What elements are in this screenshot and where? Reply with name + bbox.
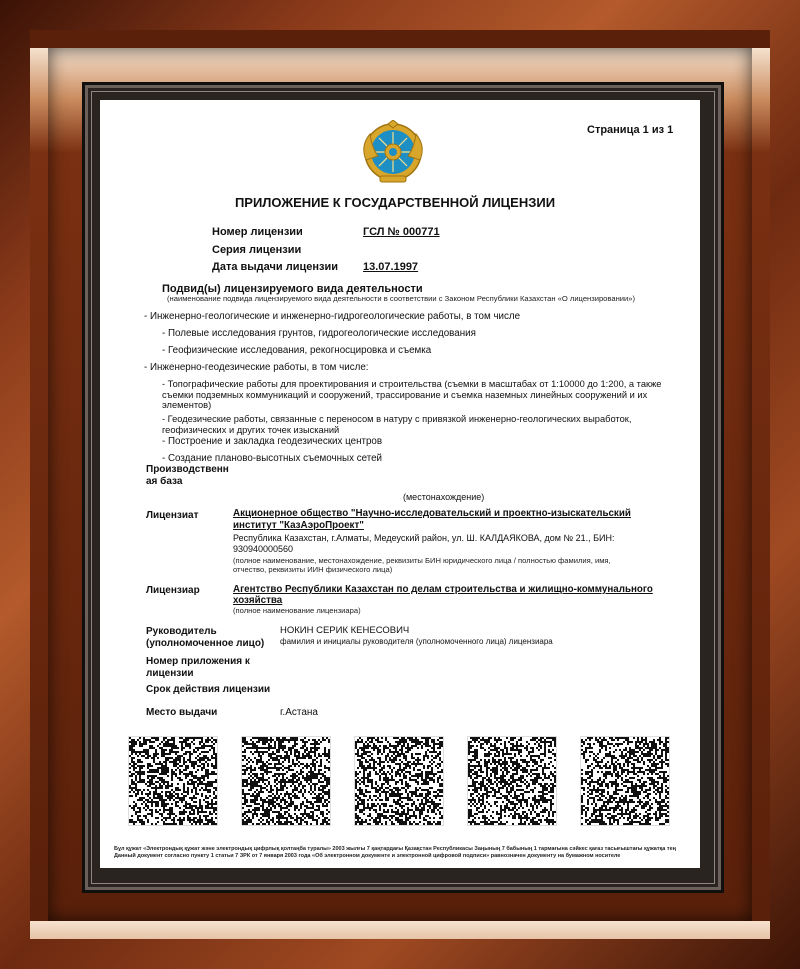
license-document xyxy=(100,100,700,868)
licensee-note xyxy=(233,556,611,574)
licensor-name xyxy=(233,584,653,606)
activity-item: - Топографические работы для проектирования и строительства (съемки в масштабах от 1:10000 до 1:200, а также съемки подземных коммуникаций и сооружений, трассирование и съемка наземных линейных сооружений и их элементов) xyxy=(162,379,662,410)
production-base-label-line: ая база xyxy=(146,476,183,487)
licensee-note-line: отчество, реквизиты ИИН физического лица) xyxy=(233,565,393,574)
license-date-value: 13.07.1997 xyxy=(363,261,419,273)
activity-item: - Инженерно-геодезические работы, в том числе: xyxy=(144,362,369,373)
place-value: г.Астана xyxy=(280,707,318,718)
production-location-note: (местонахождение) xyxy=(403,492,485,502)
activity-item: - Геодезические работы, связанные с переносом в натуру с привязкой инженерно-геологических выработок, геофизических и других точек изысканий xyxy=(162,414,632,435)
appendix-number-label xyxy=(146,656,250,680)
legal-footer-line: Бұл құжат «Электрондық құжат және электрондық цифрлық қолтаңба туралы» 2003 жылғы 7 қаңтардағы Қазақстан Республикасы Заңының 7 бабының 1 тармағына сәйкес қағаз тасығыштағы құжатқа тең xyxy=(114,846,676,852)
production-base-label xyxy=(146,464,229,488)
activity-item: - Инженерно-геологические и инженерно-гидрогеологические работы, в том числе xyxy=(144,311,521,322)
license-date-label: Дата выдачи лицензии xyxy=(212,261,338,273)
activity-item: - Геофизические исследования, рекогносцировка и съемка xyxy=(162,345,432,356)
qr-code-icon xyxy=(128,736,218,826)
qr-code-icon xyxy=(241,736,331,826)
head-label-line: (уполномоченное лицо) xyxy=(146,638,265,649)
qr-code-icon xyxy=(354,736,444,826)
licensee-name-line: Акционерное общество "Научно-исследовательский и проектно-изыскательский xyxy=(233,508,631,519)
place-label: Место выдачи xyxy=(146,707,218,718)
licensee-name-line: институт "КазАэроПроект" xyxy=(233,520,364,531)
appendix-label-line: лицензии xyxy=(146,668,194,679)
activity-item: - Построение и закладка геодезических центров xyxy=(162,436,383,447)
page-number: Страница 1 из 1 xyxy=(587,124,674,136)
license-number-value: ГСЛ № 000771 xyxy=(363,226,440,238)
validity-label: Срок действия лицензии xyxy=(146,684,271,695)
production-base-label-line: Производственн xyxy=(146,464,229,475)
licensee-note-line: (полное наименование, местонахождение, реквизиты БИН юридического лица / полностью фамилия, имя, xyxy=(233,556,611,565)
activity-item: - Создание планово-высотных съемочных сетей xyxy=(162,453,383,464)
activity-heading: Подвид(ы) лицензируемого вида деятельности xyxy=(162,283,423,295)
head-label xyxy=(146,626,264,650)
legal-footer-line: Данный документ согласно пункту 1 статьи 7 ЗРК от 7 января 2003 года «Об электронном документе и электронной цифровой подписи» равнозначен документу на бумажном носителе xyxy=(114,853,621,859)
appendix-label-line: Номер приложения к xyxy=(146,656,250,667)
licensor-name-line: Агентство Республики Казахстан по делам строительства и жилищно-коммунального xyxy=(233,584,653,595)
licensor-name-line: хозяйства xyxy=(233,595,283,606)
qr-code-icon xyxy=(467,736,557,826)
document-title: ПРИЛОЖЕНИЕ К ГОСУДАРСТВЕННОЙ ЛИЦЕНЗИИ xyxy=(234,195,556,210)
license-series-label: Серия лицензии xyxy=(212,244,302,256)
activity-item: - Полевые исследования грунтов, гидрогеологические исследования xyxy=(162,328,476,339)
head-label-line: Руководитель xyxy=(146,626,217,637)
licensee-address-line: 930940000560 xyxy=(233,544,294,554)
licensor-label: Лицензиар xyxy=(146,585,200,596)
license-number-label: Номер лицензии xyxy=(212,226,303,238)
head-name: НОКИН СЕРИК КЕНЕСОВИЧ xyxy=(280,625,410,636)
head-note: фамилия и инициалы руководителя (уполномоченного лица) лицензиара xyxy=(280,637,553,646)
legal-footer xyxy=(114,846,694,860)
state-emblem-icon xyxy=(358,120,428,184)
licensee-address-line: Республика Казахстан, г.Алматы, Медеуский район, ул. Ш. КАЛДАЯКОВА, дом № 21., БИН: xyxy=(233,533,615,543)
licensor-note: (полное наименование лицензиара) xyxy=(233,606,361,615)
licensee-label: Лицензиат xyxy=(146,510,199,521)
licensee-name xyxy=(233,508,631,532)
activity-note: (наименование подвида лицензируемого вида деятельности в соответствии с Законом Республики Казахстан «О лицензировании») xyxy=(167,294,636,303)
licensee-address xyxy=(233,533,615,555)
qr-code-icon xyxy=(580,736,670,826)
